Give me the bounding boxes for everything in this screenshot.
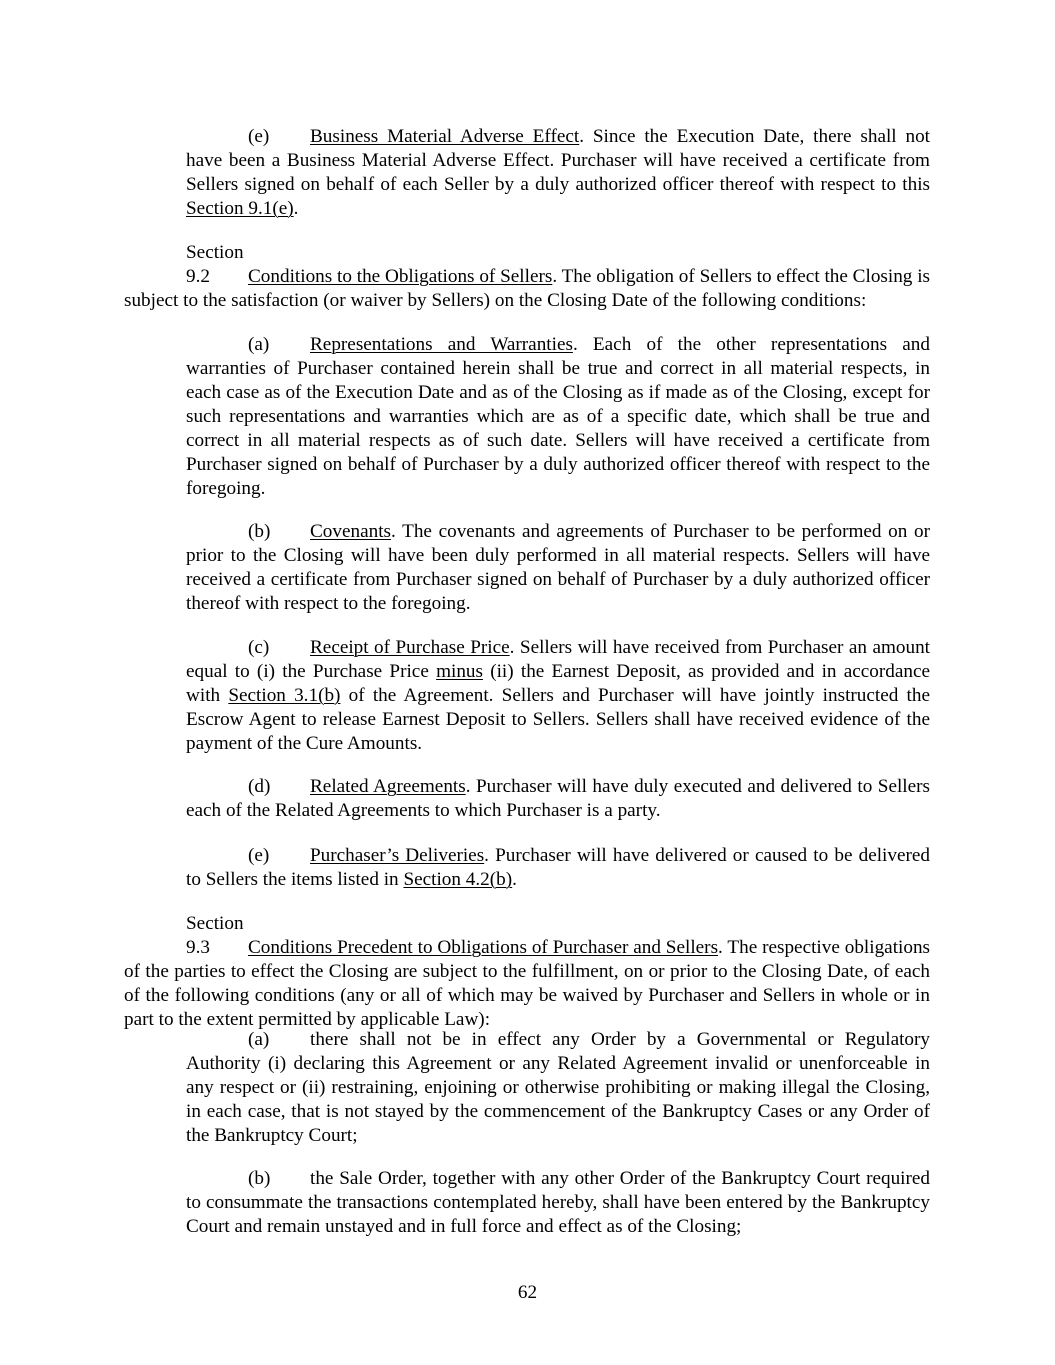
clause-text: . Purchaser will have delivered or caused to be delivered to Sellers the items listed in <box>186 845 930 890</box>
section-label: Section 9.2 <box>186 242 244 287</box>
section-reference: Section 4.2(b) <box>403 869 513 890</box>
clause-heading: Receipt of Purchase Price <box>310 637 510 658</box>
clause-9-2-b <box>186 520 930 616</box>
section-9-2 <box>124 241 930 313</box>
clause-9-2-a <box>186 333 930 501</box>
clause-text-end: of the Agreement. Sellers and Purchaser will have jointly instructed the Escrow Agent to release Earnest Deposit to Sellers. Sellers shall have received evidence of the payment of the Cure Amounts. <box>186 685 930 754</box>
clause-text: . Each of the other representations and warranties of Purchaser contained herein shall be true and correct in all material respects, in each case as of the Execution Date and as of the Closing as if made as of the Closing, except for such representations and warranties which are as of a specific date, which shall be true and correct in all material respects as of such date. Sellers will have received a certificate from Purchaser signed on behalf of Purchaser by a duly authorized officer thereof with respect to the foregoing. <box>186 334 930 499</box>
clause-label: (d) <box>248 776 271 797</box>
clause-text-mid: (ii) the Earnest Deposit, as provided and in accordance with <box>186 661 930 706</box>
clause-heading: Related Agreements <box>310 776 466 797</box>
clause-text: . Purchaser will have duly executed and delivered to Sellers each of the Related Agreements to which Purchaser is a party. <box>186 776 930 821</box>
minus-term: minus <box>436 661 483 682</box>
clause-label: (e) <box>248 845 270 866</box>
section-text: . The obligation of Sellers to effect the Closing is subject to the satisfaction (or waiver by Sellers) on the Closing Date of the following conditions: <box>124 266 930 311</box>
clause-label: (b) <box>248 1168 271 1189</box>
section-reference: Section 3.1(b) <box>228 685 341 706</box>
page-number: 62 <box>517 1282 538 1303</box>
clause-text: the Sale Order, together with any other Order of the Bankruptcy Court required to consummate the transactions contemplated hereby, shall have been entered by the Bankruptcy Court and remain unstayed and in full force and effect as of the Closing; <box>186 1168 930 1237</box>
clause-9-1-e <box>186 125 930 221</box>
clause-text-end: . <box>293 198 299 219</box>
clause-label: (a) <box>248 334 270 355</box>
clause-text: . Since the Execution Date, there shall not have been a Business Material Adverse Effect. Purchaser will have received a certificate from Sellers signed on behalf of each Seller by a duly authorized officer thereof with respect to this <box>186 126 930 195</box>
section-heading: Conditions to the Obligations of Sellers <box>248 266 553 287</box>
clause-heading: Representations and Warranties <box>310 334 573 355</box>
clause-text: . Sellers will have received from Purchaser an amount equal to (i) the Purchase Price <box>186 637 930 682</box>
clause-9-2-c <box>186 636 930 756</box>
clause-text: there shall not be in effect any Order by a Governmental or Regulatory Authority (i) declaring this Agreement or any Related Agreement invalid or unenforceable in any respect or (ii) restraining, enjoining or otherwise prohibiting or making illegal the Closing, in each case, that is not stayed by the commencement of the Bankruptcy Cases or any Order of the Bankruptcy Court; <box>186 1029 930 1146</box>
clause-9-3-b <box>186 1167 930 1239</box>
clause-label: (c) <box>248 637 270 658</box>
clause-text-end: . <box>512 869 517 890</box>
clause-9-2-d <box>186 775 930 823</box>
clause-label: (b) <box>248 521 271 542</box>
clause-heading: Business Material Adverse Effect <box>310 126 580 147</box>
clause-label: (a) <box>248 1029 270 1050</box>
clause-heading: Purchaser’s Deliveries <box>310 845 485 866</box>
section-9-3 <box>124 912 930 1032</box>
section-heading: Conditions Precedent to Obligations of Purchaser and Sellers <box>248 937 719 958</box>
clause-text: . The covenants and agreements of Purchaser to be performed on or prior to the Closing will have been duly performed in all material respects. Sellers will have received a certificate from Purchaser signed on behalf of Purchaser by a duly authorized officer thereof with respect to the foregoing. <box>186 521 930 614</box>
clause-heading: Covenants <box>310 521 392 542</box>
section-reference: Section 9.1(e) <box>186 198 294 219</box>
section-label: Section 9.3 <box>186 913 244 958</box>
clause-label: (e) <box>248 126 270 147</box>
clause-9-3-a <box>186 1028 930 1148</box>
clause-9-2-e <box>186 844 930 892</box>
section-text: . The respective obligations of the parties to effect the Closing are subject to the fulfillment, on or prior to the Closing Date, of each of the following conditions (any or all of which may be waived by Purchaser and Sellers in whole or in part to the extent permitted by applicable Law): <box>124 937 931 1030</box>
